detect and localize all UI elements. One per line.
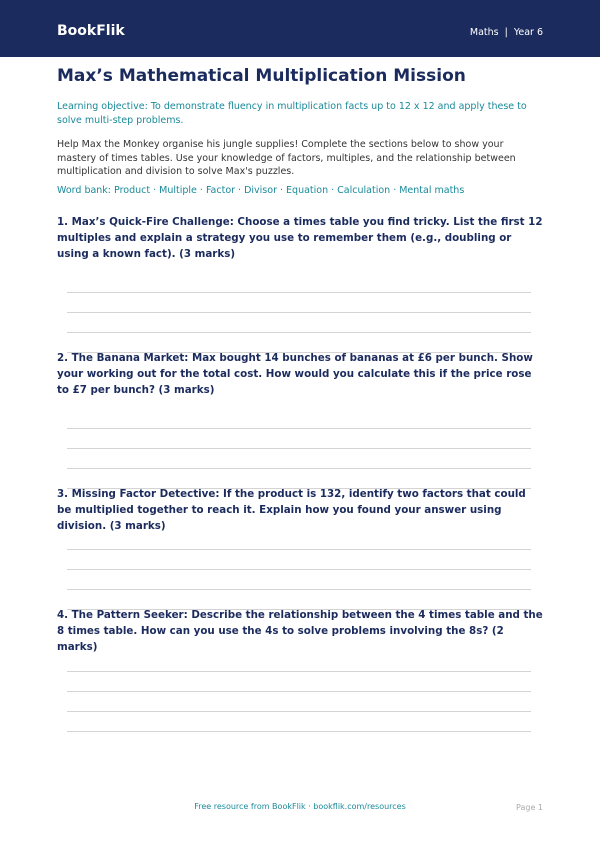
header-bar bbox=[0, 0, 600, 57]
question-3: 3. Missing Factor Detective: If the product is 132, identify two factors that could be multiplied together to reach it. Explain how you found your answer using division. (3 marks) bbox=[57, 488, 526, 532]
answer-line[interactable] bbox=[67, 569, 531, 570]
question-1: 1. Max’s Quick-Fire Challenge: Choose a times table you find tricky. List the first 12 multiples and explain a strategy you use to remember them (e.g., doubling or using a known fact). (3 marks) bbox=[57, 216, 543, 260]
answer-line[interactable] bbox=[67, 711, 531, 712]
answer-line[interactable] bbox=[67, 549, 531, 550]
footer-credit[interactable]: Free resource from BookFlik · bookflik.com/resources bbox=[194, 802, 406, 811]
meta-separator: | bbox=[504, 27, 508, 38]
brand-logo[interactable]: BookFlik bbox=[57, 23, 125, 39]
question-2: 2. The Banana Market: Max bought 14 bunches of bananas at £6 per bunch. Show your working out for the total cost. How would you calculate this if the price rose to £7 per bunch? (3 marks) bbox=[57, 352, 533, 396]
word-bank: Word bank: Product · Multiple · Factor · Divisor · Equation · Calculation · Mental maths bbox=[57, 185, 465, 196]
header-meta bbox=[470, 27, 543, 38]
answer-line[interactable] bbox=[67, 448, 531, 449]
intro-text: Help Max the Monkey organise his jungle supplies! Complete the sections below to show your mastery of times tables. Use your knowledge of factors, multiples, and the relationship between multiplication and division to solve Max's puzzles. bbox=[57, 139, 516, 177]
learning-objective: Learning objective: To demonstrate fluency in multiplication facts up to 12 x 12 and apply these to solve multi-step problems. bbox=[57, 101, 527, 126]
answer-line[interactable] bbox=[67, 731, 531, 732]
answer-line[interactable] bbox=[67, 691, 531, 692]
answer-line[interactable] bbox=[67, 428, 531, 429]
answer-line[interactable] bbox=[67, 671, 531, 672]
answer-line[interactable] bbox=[67, 332, 531, 333]
answer-line[interactable] bbox=[67, 292, 531, 293]
question-4: 4. The Pattern Seeker: Describe the relationship between the 4 times table and the 8 times table. How can you use the 4s to solve problems involving the 8s? (2 marks) bbox=[57, 609, 543, 653]
answer-line[interactable] bbox=[67, 468, 531, 469]
year-label: Year 6 bbox=[513, 27, 543, 38]
page-title: Max’s Mathematical Multiplication Mission bbox=[57, 66, 466, 86]
answer-line[interactable] bbox=[67, 589, 531, 590]
page-number: Page 1 bbox=[516, 803, 543, 812]
answer-line[interactable] bbox=[67, 312, 531, 313]
subject-label: Maths bbox=[469, 27, 499, 38]
